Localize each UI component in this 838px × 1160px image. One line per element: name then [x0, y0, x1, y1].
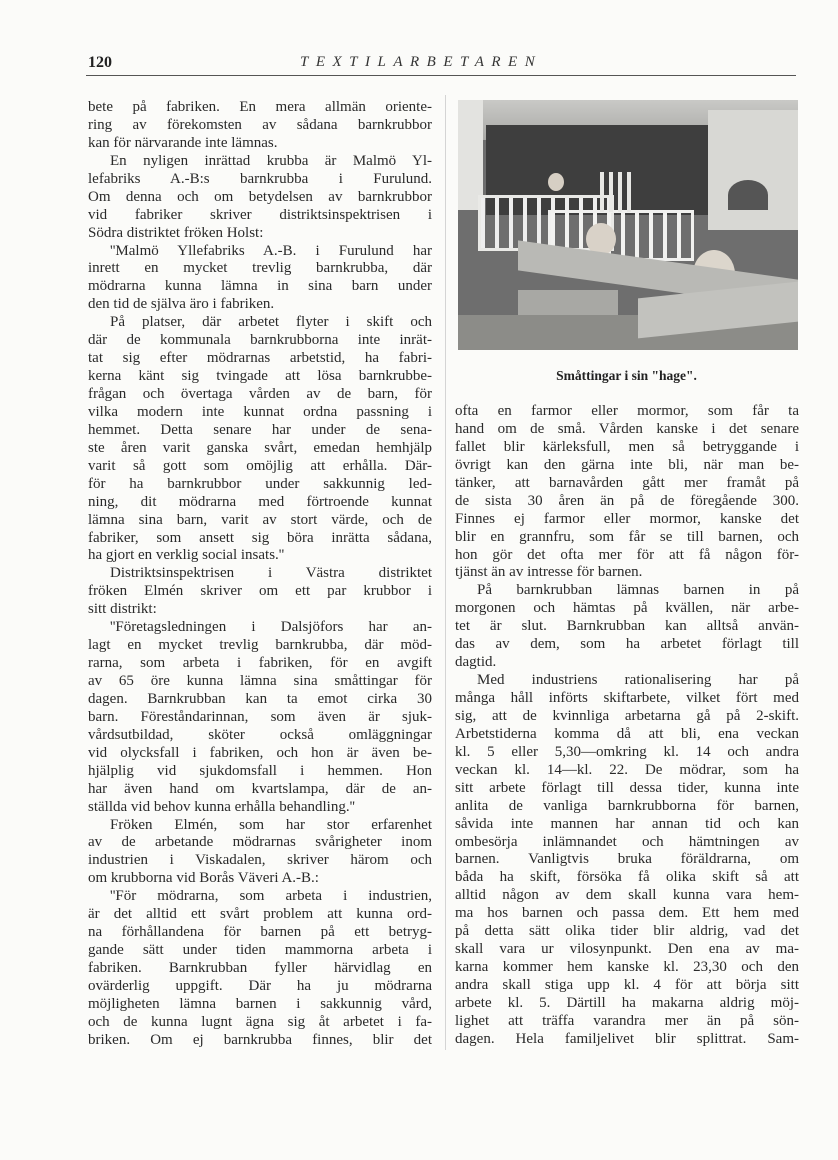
text-line: mödrarna kunna lämna in sina barn under — [88, 278, 432, 295]
text-line: alltid någon av dem skall kunna vara hem- — [455, 887, 799, 904]
text-line: har även hand om kvartslampa, där de an- — [88, 780, 432, 797]
text-line: inrett en mycket trevlig barnkrubba, där — [88, 260, 432, 277]
running-title: TEXTILARBETAREN — [300, 54, 543, 70]
column-divider — [445, 95, 446, 1050]
text-line: bete på fabriken. En mera allmän oriente- — [88, 99, 432, 115]
text-line: Distriktsinspektrisen i Västra distriktet — [110, 565, 432, 582]
text-line: för ha barnkrubbor under sakkunnig led- — [88, 475, 432, 492]
header-rule — [86, 75, 796, 76]
text-line: sitt arbete förlagt till dessa tider, kunna inte — [455, 779, 799, 796]
text-line: sitt distrikt: — [88, 601, 157, 618]
text-line: veckan kl. 14—kl. 22. De mödrar, som ha — [455, 761, 799, 778]
text-line: Finnes ej farmor eller mormor, kanske det — [455, 510, 799, 527]
photo-caption: Småttingar i sin "hage". — [556, 368, 697, 383]
text-line: kl. 5 eller 5,30—omkring kl. 14 och andra — [455, 743, 799, 760]
text-line: sig, att de kvinnliga arbetarna gå på 2-skift. — [455, 707, 799, 724]
text-line: lagt en mycket trevlig barnkrubba, där möd- — [88, 637, 432, 654]
text-line: vilka modern inte kunnat ordna passning i — [88, 403, 432, 420]
text-line: varit så gott som omöjlig att erhålla. Där- — [88, 457, 432, 474]
text-line: En nyligen inrättad krubba är Malmö Yl- — [110, 152, 432, 169]
text-line: ombesörja inlämnandet och hämtningen av — [455, 833, 799, 850]
text-line: den tid de själva äro i fabriken. — [88, 296, 275, 313]
text-line: båda ha skift, försöka få olika skift så att — [455, 869, 799, 886]
photo-children-in-playpen — [458, 100, 798, 350]
text-line: das av dem, som ha arbetet förlagt till — [455, 636, 799, 653]
text-line: möjligheten lämna barnen i sakkunnig vård, — [88, 995, 432, 1012]
text-line: ring av förekomsten av sådana barnkrubbor — [88, 116, 432, 133]
text-line: ofta en farmor eller mormor, som får ta — [455, 403, 799, 419]
text-line: lefabriks A.-B:s barnkrubba i Furulund. — [88, 170, 432, 187]
text-line: tat sig efter mödrarnas arbetstid, ha fabri- — [88, 350, 432, 367]
text-line: ma hos barnen och passa dem. Ett hem med — [455, 905, 799, 922]
text-line: tänker, att barnavården gått mer framåt på — [455, 474, 799, 491]
text-line: ''Malmö Yllefabriks A.-B. i Furulund har — [110, 242, 432, 259]
text-line: ''Företagsledningen i Dalsjöfors har an- — [110, 619, 432, 636]
text-line: hon gör det ofta mer för att få någon för- — [455, 546, 799, 563]
right-column — [455, 403, 799, 1049]
text-line: anlita de vanliga barnkrubborna för barnen, — [455, 797, 799, 814]
left-column — [88, 99, 432, 1050]
text-line: fröken Elmén skriver om ett par krubbor i — [88, 583, 432, 600]
text-line: vid olycksfall i fabriken, och hon är även be- — [88, 744, 432, 761]
text-line: Södra distriktet fröken Holst: — [88, 224, 264, 241]
text-line: briken. Om ej barnkrubba finnes, blir det — [88, 1031, 432, 1048]
text-line: tet är slut. Barnkrubban kan alltså använ- — [455, 618, 799, 635]
text-line: industrien i Viskadalen, skriver härom och — [88, 852, 432, 869]
text-line: vårdsutbildad, sköter också omläggningar — [88, 726, 432, 743]
text-line: barn. Föreståndarinnan, som även är sjuk- — [88, 708, 432, 725]
text-line: där de kommunala barnkrubborna inte inrät- — [88, 332, 432, 349]
text-line: Med industriens rationalisering har på — [477, 672, 799, 689]
text-line: av 65 öre kunna lämna sina småttingar för — [88, 673, 432, 689]
text-line: blir en grannfru, som får se till barnen, och — [455, 528, 799, 545]
page-number: 120 — [88, 54, 112, 71]
text-line: På platser, där arbetet flyter i skift och — [110, 314, 432, 331]
text-line: dagen. Hela familjelivet blir splittrat. Sam- — [455, 1030, 799, 1047]
text-line: hemmet. Detta senare har under de sena- — [88, 421, 432, 438]
text-line: Arbetstiderna komma då att bli, ena veckan — [455, 725, 799, 742]
text-line: karna kommer hem kanske kl. 23,30 och den — [455, 959, 799, 976]
text-line: fabriker, som ansett sig böra inrätta sådana, — [88, 529, 432, 546]
text-line: hjälplig vid sjukdomsfall i hemmen. Hon — [88, 762, 432, 779]
text-line: övrigt kan den gärna inte bli, när man be- — [455, 456, 799, 473]
text-line: lämna sina barn, varit av stort värde, och de — [88, 511, 432, 528]
text-line: barnen. Vanligtvis bruka föräldrarna, om — [455, 851, 799, 868]
text-line: ha gjort en verklig social insats.'' — [88, 547, 285, 564]
text-line: Fröken Elmén, som har stor erfarenhet — [110, 816, 432, 833]
text-line: är det alltid ett svårt problem att kunna ord- — [88, 906, 432, 923]
text-line: hand om de små. Vården kanske i det senare — [455, 420, 799, 437]
text-line: kan för närvarande inte lämnas. — [88, 134, 278, 151]
text-line: många håll införts skiftarbete, vilket fört med — [455, 690, 799, 706]
text-line: dagen. Barnkrubban kan ta emot cirka 30 — [88, 690, 432, 707]
text-line: andra skall stiga upp kl. 4 för att börja sitt — [455, 977, 799, 993]
text-line: skall vara ur vilosynpunkt. Den ena av ma- — [455, 941, 799, 958]
text-line: frågan och övertaga vården av de barn, för — [88, 386, 432, 402]
text-line: dagtid. — [455, 654, 497, 671]
text-line: fallet blir kärleksfull, men så betryggande i — [455, 438, 799, 455]
text-line: om krubborna vid Borås Väveri A.-B.: — [88, 870, 319, 887]
text-line: gande sätt under tiden mammorna arbeta i — [88, 942, 432, 959]
text-line: lighet att träffa varandra mer än på sön- — [455, 1012, 799, 1029]
text-line: på detta sätt olika tider blir aldrig, vad det — [455, 923, 799, 940]
text-line: ste åren varit ganska svårt, emedan hemhjälp — [88, 439, 432, 456]
text-line: ovärderlig uppgift. Där ha ju mödrarna — [88, 977, 432, 994]
text-line: kerna känt sig tvingade att lösa barnkrubbe- — [88, 368, 432, 385]
text-line: ''För mödrarna, som arbeta i industrien, — [110, 888, 432, 905]
text-line: vid fabriker skriver distriktsinspektrisen i — [88, 206, 432, 223]
text-line: rarna, som arbeta i fabriken, för en avgift — [88, 655, 432, 672]
text-line: morgonen och hämtas på kvällen, när arbe- — [455, 600, 799, 617]
text-line: tjänst än av intresse för barnen. — [455, 564, 643, 581]
text-line: av de arbetande mödrarnas svårigheter inom — [88, 834, 432, 851]
text-line: de sista 30 åren än på de föregående 300. — [455, 492, 799, 509]
text-line: ning, dit mödrarna med förtroende kunnat — [88, 493, 432, 510]
text-line: na förhållandena för barnen på ett betryg- — [88, 924, 432, 941]
text-line: fabriken. Barnkrubban fyller härvidlag en — [88, 960, 432, 976]
text-line: och de kunna lugnt ägna sig åt arbetet i fa- — [88, 1013, 432, 1030]
text-line: På barnkrubban lämnas barnen in på — [477, 582, 799, 599]
text-line: Om denna och om betydelsen av barnkrubbor — [88, 188, 432, 205]
text-line: såvida inte mannen har annan tid och kan — [455, 815, 799, 832]
text-line: arbete kl. 5. Därtill ha makarna aldrig möj- — [455, 994, 799, 1011]
text-line: ställda vid behov kunna erhålla behandling.'' — [88, 798, 355, 815]
